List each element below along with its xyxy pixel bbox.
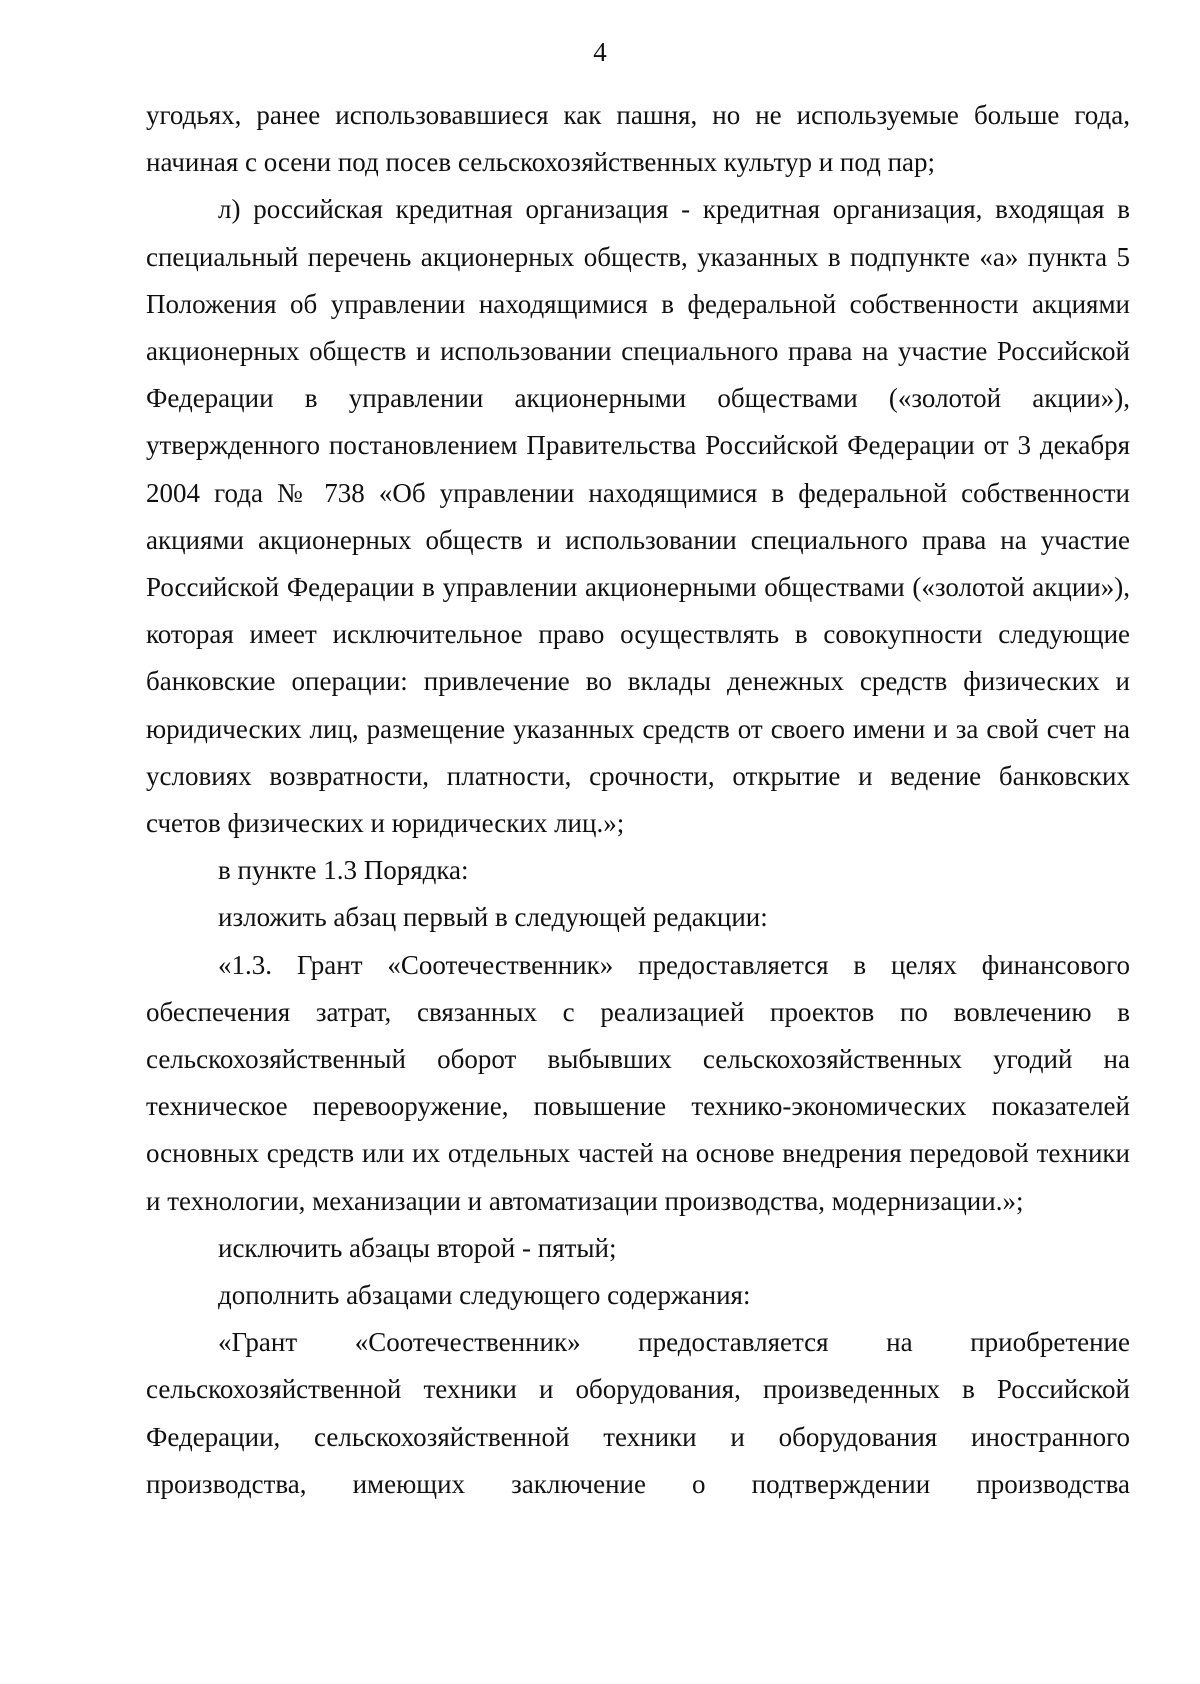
document-body [146, 92, 1130, 1508]
paragraph-definition-credit-organization: л) российская кредитная организация - кредитная организация, входящая в специальный перечень акционерных обществ, указанных в подпункте «а» пункта 5 Положения об управлении находящимися в федеральной собственности акциями акционерных обществ и использовании специального права на участие Российской Федерации в управлении акционерными обществами («золотой акции»), утвержденного постановлением Правительства Российской Федерации от 3 декабря 2004 года № 738 «Об управлении находящимися в федеральной собственности акциями акционерных обществ и использовании специального права на участие Российской Федерации в управлении акционерными обществами («золотой акции»), которая имеет исключительное право осуществлять в совокупности следующие банковские операции: привлечение во вклады денежных средств физических и юридических лиц, размещение указанных средств от своего имени и за свой счет на условиях возвратности, платности, срочности, открытие и ведение банковских счетов физических и юридических лиц.»; [146, 194, 1130, 839]
paragraph-supplement: дополнить абзацами следующего содержания: [218, 1280, 751, 1311]
paragraph-first-abzac-edit: изложить абзац первый в следующей редакции: [218, 902, 768, 933]
paragraph-grant-acquisition: «Грант «Соотечественник» предоставляется на приобретение сельскохозяйственной техники и оборудования, произведенных в Российской Федерации, сельскохозяйственной техники и оборудования иностранного производства, имеющих заключение о подтверждении производства [146, 1327, 1130, 1499]
paragraph-continuation: угодьях, ранее использовавшиеся как пашня, но не используемые больше года, начиная с осени под посев сельскохозяйственных культур и под пар; [146, 100, 1130, 178]
paragraph-exclude-abzacs: исключить абзацы второй - пятый; [218, 1232, 617, 1263]
paragraph-clause-1-3-intro: в пункте 1.3 Порядка: [218, 855, 469, 886]
page-number: 4 [593, 37, 607, 67]
paragraph-grant-purpose: «1.3. Грант «Соотечественник» предоставляется в целях финансового обеспечения затрат, связанных с реализацией проектов по вовлечению в сельскохозяйственный оборот выбывших сельскохозяйственных угодий на техническое перевооружение, повышение технико-экономических показателей основных средств или их отдельных частей на основе внедрения передовой техники и технологии, механизации и автоматизации производства, модернизации.»; [146, 949, 1130, 1216]
